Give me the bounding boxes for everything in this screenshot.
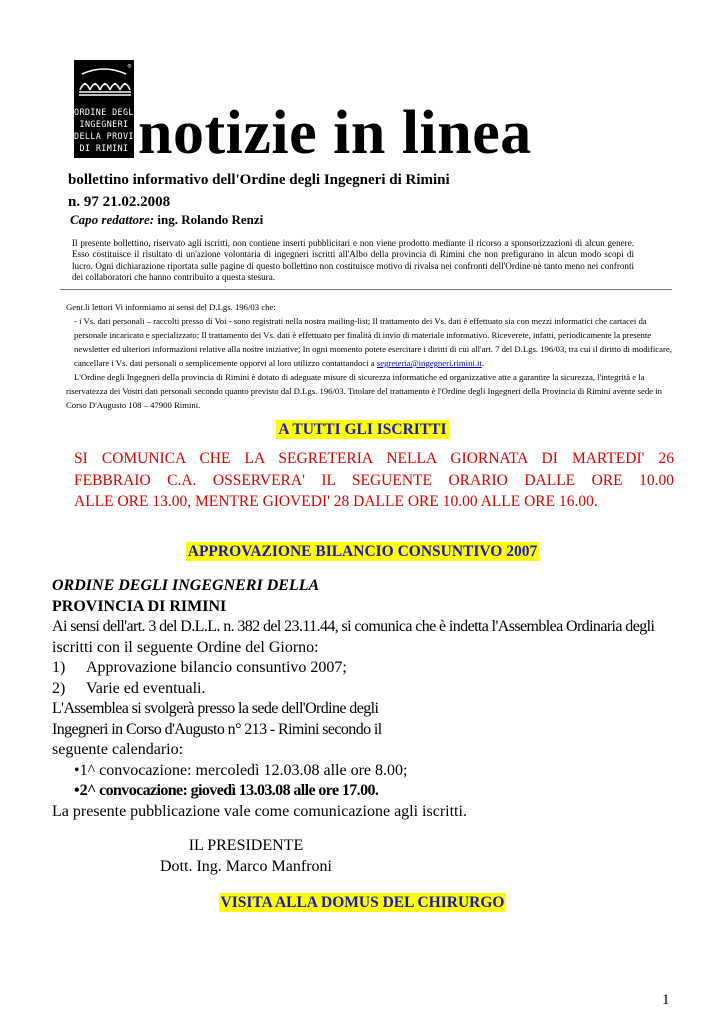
editor-label: Capo redattore: bbox=[70, 212, 155, 227]
masthead-title: notizie in linea bbox=[138, 99, 532, 167]
registered-mark: ® bbox=[127, 64, 132, 70]
order-logo bbox=[74, 60, 156, 158]
privacy-body bbox=[66, 314, 674, 370]
convocation-1 bbox=[52, 761, 654, 782]
signature-title: IL PRESIDENTE bbox=[188, 837, 304, 854]
venue-line: Ingegneri in Corso d'Augusto n° 213 - Rimini secondo il bbox=[52, 720, 382, 738]
office-hours-notice bbox=[74, 448, 674, 513]
province-name: PROVINCIA DI RIMINI bbox=[52, 597, 227, 615]
disclaimer: Il presente bollettino, riservato agli iscritti, non contiene inserti pubblicitari e non viene prodotto mediante il ricorso a sponsorizzazioni di alcun genere. Esso costituisce il risultato di un'azione volontaria di ingegneri iscritti all'Albo della provincia di Rimini che non prefigurano in alcun modo scopi di lucro. Ogni dichiarazione riportata sulle pagine di questo bollettino non costituisce motivo di rivalsa nei confronti dell'Ordine nè tanto meno nei confronti dei collaboratori che hanno contribuito a questa stesura. bbox=[72, 238, 634, 283]
bullet-icon: • bbox=[74, 782, 80, 799]
privacy-period: . bbox=[481, 358, 484, 368]
intro-line: iscritti con il seguente Ordine del Giorno: bbox=[52, 638, 319, 656]
venue-line: L'Assemblea si svolgerà presso la sede dell'Ordine degli bbox=[52, 700, 379, 717]
convocation-text: 1^ convocazione: mercoledì 12.03.08 alle ore 8.00; bbox=[79, 761, 408, 779]
agenda-text: Approvazione bilancio consuntivo 2007; bbox=[86, 659, 347, 676]
agenda-text: Varie ed eventuali. bbox=[86, 679, 206, 697]
masthead-subtitle: bollettino informativo dell'Ordine degli Ingegneri di Rimini bbox=[68, 172, 450, 188]
notice-line: SI COMUNICA CHE LA SEGRETERIA NELLA GIORNATA DI MARTEDI' 26 bbox=[74, 450, 674, 467]
notice-line: FEBBRAIO C.A. OSSERVERA' IL SEGUENTE ORARIO DALLE ORE 10.00 bbox=[74, 471, 674, 489]
heading-budget-approval: APPROVAZIONE BILANCIO CONSUNTIVO 2007 bbox=[187, 543, 538, 560]
privacy-security: L'Ordine degli Ingegneri della provincia di Rimini è dotato di adeguate misure di sicurezza informatiche ed organizzative atte a garantire la sicurezza, l'integrità e la riservatezza dei Vostri dati personali secondo quanto previsto dal D.Lgs. 196/03. Titolare del trattamento è l'Ordine degli Ingegneri della Provincia di Rimini avente sede in Corso D'Augusto 108 – 47900 Rimini. bbox=[66, 372, 662, 410]
heading-all-members: A TUTTI GLI ISCRITTI bbox=[278, 421, 447, 438]
convocation-text: 2^ convocazione: giovedì 13.03.08 alle ore 17.00. bbox=[79, 782, 379, 799]
editor-line bbox=[70, 212, 263, 228]
privacy-intro: Gent.li lettori Vi informiamo ai sensi del D.Lgs. 196/03 che: bbox=[66, 302, 276, 312]
logo-arches-icon bbox=[74, 60, 134, 104]
intro-line: Ai sensi dell'art. 3 del D.L.L. n. 382 del 23.11.44, si comunica che è indetta l'Assemblea Ordinaria degli bbox=[52, 618, 655, 635]
assembly-announcement bbox=[52, 576, 654, 822]
bullet-icon: • bbox=[74, 761, 80, 779]
venue-line: seguente calendario: bbox=[52, 741, 184, 758]
signature-name: Dott. Ing. Marco Manfroni bbox=[160, 857, 332, 875]
agenda-number: 1) bbox=[52, 659, 66, 676]
agenda-item bbox=[52, 679, 654, 700]
logo-line: DI RIMINI bbox=[79, 143, 129, 153]
privacy-notice bbox=[66, 300, 674, 412]
page-number: 1 bbox=[662, 992, 670, 1008]
logo-line: DELLA PROVINCIA bbox=[74, 131, 156, 141]
logo-line: ORDINE DEGLI bbox=[74, 107, 140, 117]
divider bbox=[60, 289, 672, 290]
signature-block bbox=[160, 836, 332, 877]
editor-name: ing. Rolando Renzi bbox=[157, 212, 264, 227]
issue-number: n. 97 21.02.2008 bbox=[68, 194, 171, 210]
convocation-2 bbox=[52, 781, 654, 802]
org-name: ORDINE DEGLI INGEGNERI DELLA bbox=[52, 577, 320, 594]
email-link[interactable]: segreteria@ingegneri.rimini.it bbox=[376, 358, 482, 368]
heading-domus-visit: VISITA ALLA DOMUS DEL CHIRURGO bbox=[220, 894, 505, 911]
closing-line: La presente pubblicazione vale come comunicazione agli iscritti. bbox=[52, 802, 467, 820]
privacy-text: - i Vs. dati personali – raccolti presso di Voi - sono registrati nella nostra mailing-list; Il trattamento dei Vs. dati è effettuato sia con mezzi informatici che cartacei da personale incaricato e specializzato; Il trattamento dei Vs. dati è effettuato per finalità di invio di materiale informativo. Riceverete, infatti, periodicamente la presente newsletter ed ulteriori informazioni relative alla nostre iniziative; In ogni momento potete esercitare i diritti di cui all'art. 7 del D.Lgs. 196/03, tra cui il diritto di modificare, cancellare i Vs. dati personali o semplicemente opporvi al loro utilizzo contattandoci a bbox=[74, 316, 672, 368]
notice-line: ALLE ORE 13.00, MENTRE GIOVEDI' 28 DALLE ORE 10.00 ALLE ORE 16.00. bbox=[74, 493, 598, 510]
agenda-item bbox=[52, 658, 654, 679]
logo-line: INGEGNERI bbox=[79, 119, 129, 129]
agenda-number: 2) bbox=[52, 679, 66, 697]
